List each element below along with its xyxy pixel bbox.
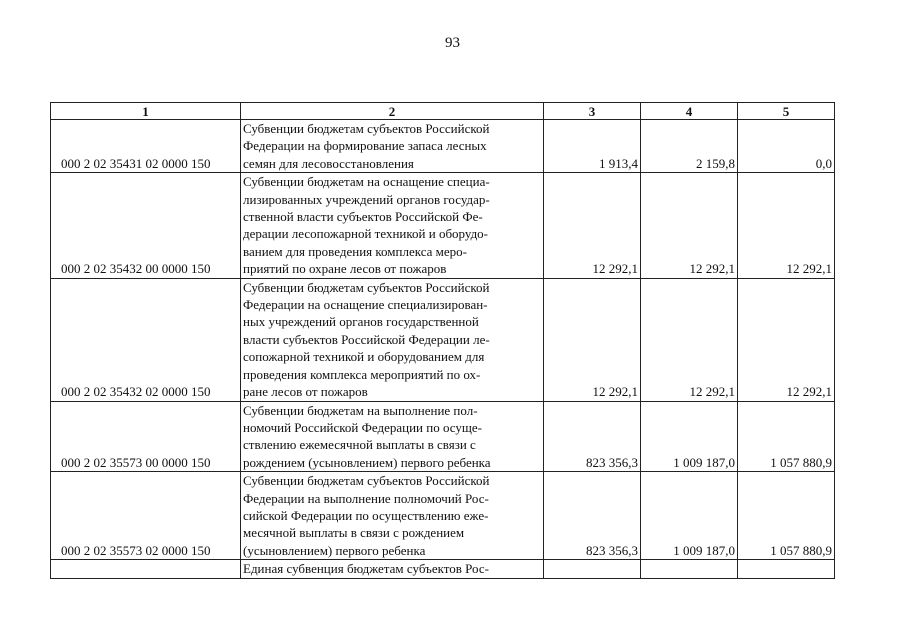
row-value-col3 — [544, 560, 641, 578]
row-value-col5: 1 057 880,9 — [738, 472, 835, 560]
header-col-4: 4 — [641, 103, 738, 120]
row-value-col5: 1 057 880,9 — [738, 401, 835, 472]
header-col-2: 2 — [241, 103, 544, 120]
table-row — [51, 472, 835, 560]
row-code — [51, 560, 241, 578]
row-value-col4: 2 159,8 — [641, 120, 738, 173]
row-name: Субвенции бюджетам субъектов Российской Федерации на формирование запаса лесных семян для лесовосстановления — [241, 120, 544, 173]
row-value-col4: 12 292,1 — [641, 173, 738, 278]
row-name: Субвенции бюджетам на выполнение пол- номочий Российской Федерации по осуще- ствлению ежемесячной выплаты в связи с рождением (усыновлением) первого ребенка — [241, 401, 544, 472]
row-code: 000 2 02 35431 02 0000 150 — [51, 120, 241, 173]
table-row — [51, 120, 835, 173]
page-number: 93 — [445, 35, 460, 51]
row-value-col4: 1 009 187,0 — [641, 472, 738, 560]
table-row-partial — [51, 560, 835, 578]
row-value-col5: 0,0 — [738, 120, 835, 173]
budget-table — [50, 102, 835, 579]
row-value-col5 — [738, 560, 835, 578]
row-value-col3: 823 356,3 — [544, 472, 641, 560]
table-row — [51, 401, 835, 472]
row-value-col4: 12 292,1 — [641, 278, 738, 401]
row-name: Единая субвенция бюджетам субъектов Рос- — [241, 560, 544, 578]
row-value-col4: 1 009 187,0 — [641, 401, 738, 472]
row-code: 000 2 02 35432 00 0000 150 — [51, 173, 241, 278]
row-name: Субвенции бюджетам субъектов Российской Федерации на выполнение полномочий Рос- сийской Федерации по осуществлению еже- месячной выплаты в связи с рождением (усыновлением) первого ребенка — [241, 472, 544, 560]
header-col-5: 5 — [738, 103, 835, 120]
row-code: 000 2 02 35573 02 0000 150 — [51, 472, 241, 560]
table-row — [51, 173, 835, 278]
row-value-col3: 12 292,1 — [544, 278, 641, 401]
row-name: Субвенции бюджетам субъектов Российской Федерации на оснащение специализирован- ных учреждений органов государственной власти субъектов Российской Федерации ле- сопожарной техникой и оборудованием для проведения комплекса мероприятий по ох- ране лесов от пожаров — [241, 278, 544, 401]
header-col-3: 3 — [544, 103, 641, 120]
row-code: 000 2 02 35432 02 0000 150 — [51, 278, 241, 401]
row-value-col3: 1 913,4 — [544, 120, 641, 173]
row-code: 000 2 02 35573 00 0000 150 — [51, 401, 241, 472]
row-value-col5: 12 292,1 — [738, 173, 835, 278]
header-col-1: 1 — [51, 103, 241, 120]
row-value-col3: 12 292,1 — [544, 173, 641, 278]
table-row — [51, 278, 835, 401]
row-value-col5: 12 292,1 — [738, 278, 835, 401]
row-value-col4 — [641, 560, 738, 578]
row-name: Субвенции бюджетам на оснащение специа- лизированных учреждений органов государ- ственной власти субъектов Российской Фе- дерации лесопожарной техникой и оборудо- ванием для проведения комплекса меро- приятий по охране лесов от пожаров — [241, 173, 544, 278]
table-header-row — [51, 103, 835, 120]
row-value-col3: 823 356,3 — [544, 401, 641, 472]
